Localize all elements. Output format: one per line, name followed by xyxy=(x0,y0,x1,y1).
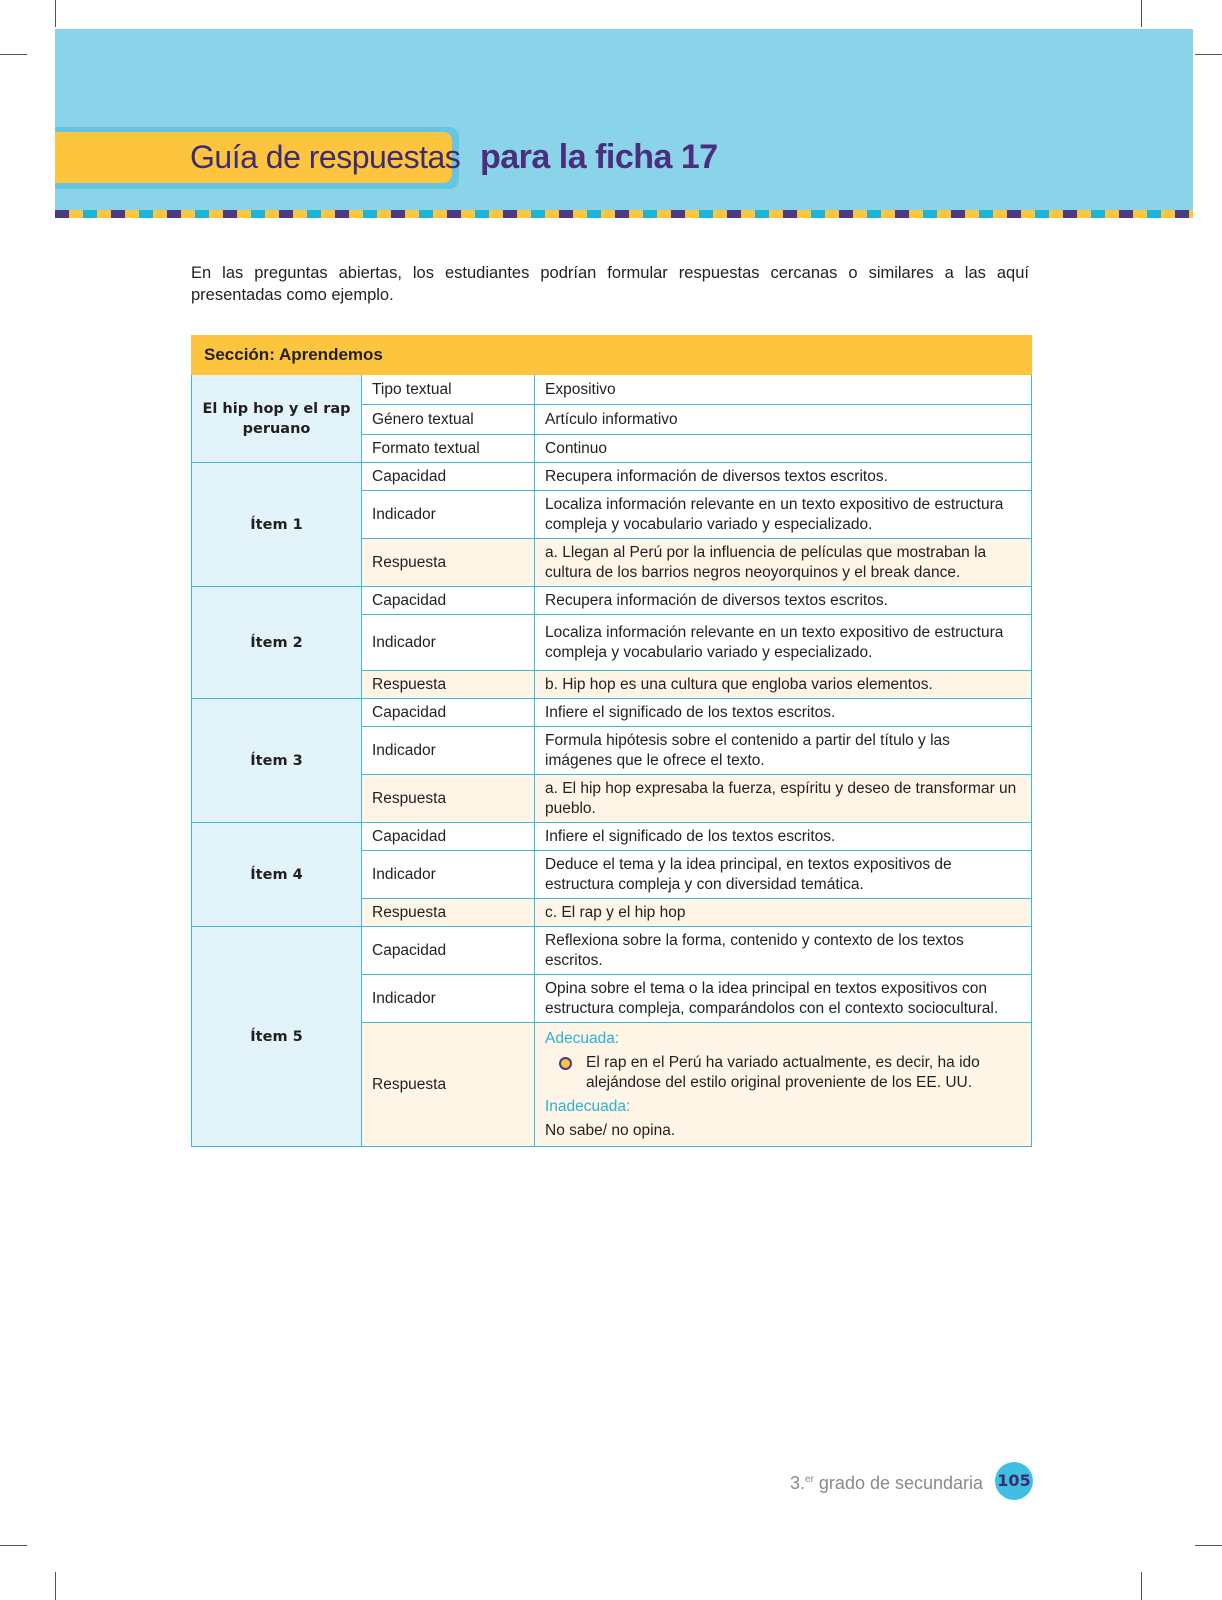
indicador-label: Indicador xyxy=(362,615,535,671)
respuesta-value: a. Llegan al Perú por la influencia de películas que mostraban la cultura de los barrios negros neoyorquinos y el break dance. xyxy=(535,539,1032,587)
crop-mark xyxy=(1141,1572,1142,1600)
capacidad-value: Recupera información de diversos textos escritos. xyxy=(535,587,1032,615)
indicador-label: Indicador xyxy=(362,851,535,899)
row-label: Formato textual xyxy=(362,435,535,463)
item-label: Ítem 2 xyxy=(192,587,362,699)
respuesta-label: Respuesta xyxy=(362,1023,535,1147)
capacidad-label: Capacidad xyxy=(362,699,535,727)
indicador-value: Localiza información relevante en un texto expositivo de estructura compleja y vocabulario variado y especializado. xyxy=(535,491,1032,539)
respuesta-label: Respuesta xyxy=(362,671,535,699)
crop-mark xyxy=(1195,54,1222,55)
capacidad-value: Recupera información de diversos textos escritos. xyxy=(535,463,1032,491)
grade-number: 3. xyxy=(790,1473,806,1493)
page-number: 105 xyxy=(995,1462,1033,1500)
answer-table xyxy=(191,335,1032,1147)
row-label: Tipo textual xyxy=(362,375,535,405)
inadecuada-label: Inadecuada: xyxy=(545,1097,631,1115)
crop-mark xyxy=(55,1572,56,1600)
respuesta-value: c. El rap y el hip hop xyxy=(535,899,1032,927)
indicador-label: Indicador xyxy=(362,727,535,775)
page-title-label: Guía de respuestas xyxy=(190,139,461,175)
capacidad-value: Infiere el significado de los textos escritos. xyxy=(535,699,1032,727)
decorative-stripe xyxy=(55,210,1193,218)
crop-mark xyxy=(0,1545,27,1546)
capacidad-label: Capacidad xyxy=(362,587,535,615)
indicador-value: Localiza información relevante en un texto expositivo de estructura compleja y vocabulario variado y especializado. xyxy=(535,615,1032,671)
inadecuada-answer: No sabe/ no opina. xyxy=(545,1121,676,1139)
row-value: Continuo xyxy=(535,435,1032,463)
item-label: Ítem 3 xyxy=(192,699,362,823)
crop-mark xyxy=(1141,0,1142,27)
capacidad-label: Capacidad xyxy=(362,823,535,851)
row-value: Artículo informativo xyxy=(535,405,1032,435)
section-header: Sección: Aprendemos xyxy=(192,336,1032,375)
row-label: Género textual xyxy=(362,405,535,435)
grade-superscript: er xyxy=(805,1474,814,1485)
respuesta-value: a. El hip hop expresaba la fuerza, espíritu y deseo de transformar un pueblo. xyxy=(535,775,1032,823)
page-title: para la ficha 17 xyxy=(480,138,718,176)
item-label: Ítem 5 xyxy=(192,927,362,1147)
respuesta-value xyxy=(535,1023,1032,1147)
grade-label xyxy=(790,1466,983,1494)
capacidad-label: Capacidad xyxy=(362,927,535,975)
adecuada-label: Adecuada: xyxy=(545,1029,620,1047)
respuesta-value: b. Hip hop es una cultura que engloba varios elementos. xyxy=(535,671,1032,699)
indicador-value: Deduce el tema y la idea principal, en textos expositivos de estructura compleja y con diversidad temática. xyxy=(535,851,1032,899)
intro-paragraph: En las preguntas abiertas, los estudiantes podrían formular respuestas cercanas o similares a las aquí presentadas como ejemplo. xyxy=(191,264,1029,304)
grade-text: grado de secundaria xyxy=(813,1473,984,1493)
capacidad-label: Capacidad xyxy=(362,463,535,491)
adecuada-answer: El rap en el Perú ha variado actualmente, es decir, ha ido alejándose del estilo original proveniente de los EE. UU. xyxy=(586,1053,980,1091)
item-label: Ítem 4 xyxy=(192,823,362,927)
adecuada-bullet xyxy=(559,1053,1021,1093)
crop-mark xyxy=(1195,1545,1222,1546)
capacidad-value: Infiere el significado de los textos escritos. xyxy=(535,823,1032,851)
indicador-label: Indicador xyxy=(362,975,535,1023)
indicador-value: Opina sobre el tema o la idea principal en textos expositivos con estructura compleja, comparándolos con el contexto sociocultural. xyxy=(535,975,1032,1023)
respuesta-label: Respuesta xyxy=(362,899,535,927)
item-label: Ítem 1 xyxy=(192,463,362,587)
indicador-label: Indicador xyxy=(362,491,535,539)
text-title: El hip hop y el rap peruano xyxy=(192,375,362,463)
crop-mark xyxy=(0,54,27,55)
respuesta-label: Respuesta xyxy=(362,539,535,587)
respuesta-label: Respuesta xyxy=(362,775,535,823)
capacidad-value: Reflexiona sobre la forma, contenido y contexto de los textos escritos. xyxy=(535,927,1032,975)
row-value: Expositivo xyxy=(535,375,1032,405)
indicador-value: Formula hipótesis sobre el contenido a partir del título y las imágenes que le ofrece el texto. xyxy=(535,727,1032,775)
crop-mark xyxy=(55,0,56,27)
bullet-icon xyxy=(559,1057,572,1070)
